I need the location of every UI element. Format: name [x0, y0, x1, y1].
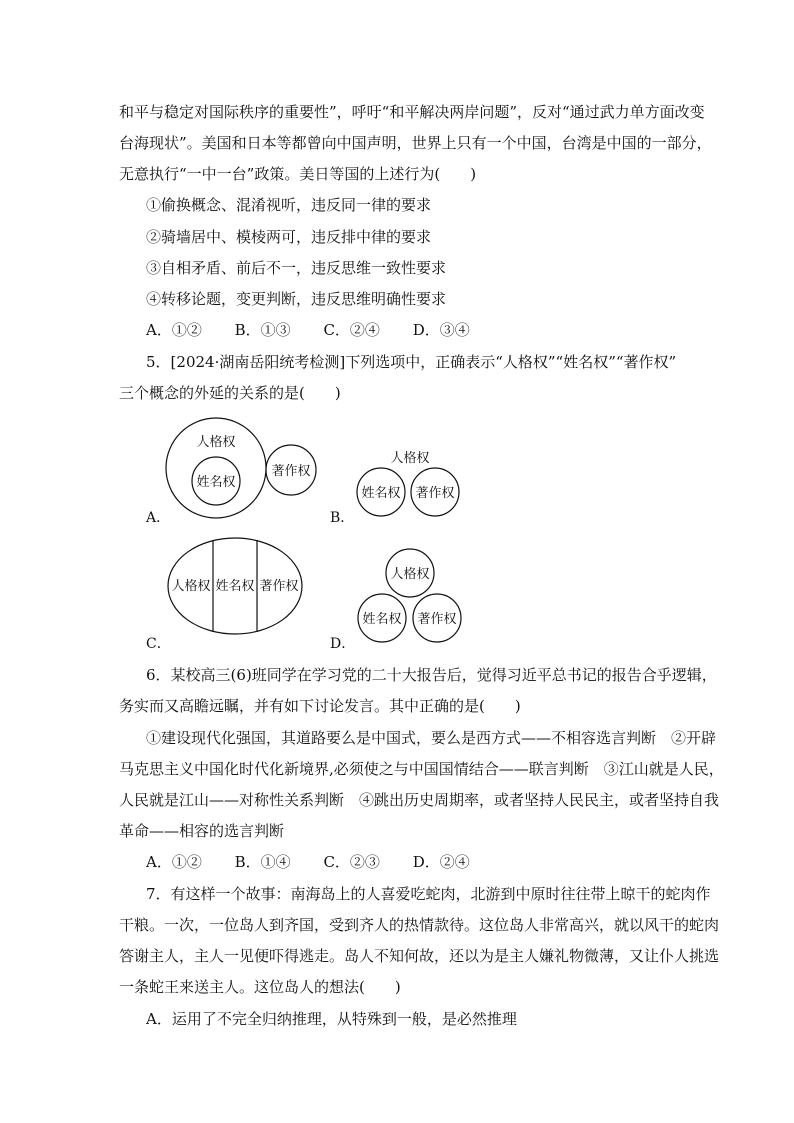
q4-options	[146, 320, 498, 340]
q7-stem-line-4: 一条蛇王来送主人。这位岛人的想法( )	[119, 978, 401, 996]
q4-item-3: ③自相矛盾、前后不一，违反思维一致性要求	[146, 259, 447, 277]
q5-stem-line-1: 5．[2024·湖南岳阳统考检测]下列选项中，正确表示“人格权”“姓名权”“著作权”	[146, 353, 677, 371]
q4-stem-line-2: 台海现状”。美国和日本等都曾向中国声明，世界上只有一个中国，台湾是中国的一部分，	[119, 134, 712, 152]
q5-diagram-b	[350, 445, 470, 525]
label-copyright: 著作权	[271, 464, 311, 479]
label-copyright: 著作权	[259, 579, 299, 594]
label-copyright: 著作权	[417, 612, 457, 627]
q4-option-b[interactable]: B．①③	[234, 321, 291, 339]
q6-option-a[interactable]: A．①②	[146, 853, 202, 871]
q6-stem-line-1: 6．某校高三(6)班同学在学习党的二十大报告后，觉得习近平总书记的报告合乎逻辑，	[146, 666, 717, 684]
q4-stem-line-1: 和平与稳定对国际秩序的重要性”，呼吁“和平解决两岸问题”，反对“通过武力单方面改变	[119, 103, 705, 121]
q5-letter-c[interactable]: C．	[146, 636, 171, 652]
q6-stem-line-2: 务实而又高瞻远瞩，并有如下讨论发言。其中正确的是( )	[119, 697, 521, 715]
label-name: 姓名权	[362, 612, 402, 627]
q6-options	[146, 852, 498, 872]
q5-letter-a[interactable]: A．	[146, 510, 171, 526]
q4-item-4: ④转移论题，变更判断，违反思维明确性要求	[146, 290, 447, 308]
label-name: 姓名权	[196, 475, 236, 490]
q5-diagram-a	[160, 415, 330, 525]
q4-option-a[interactable]: A．①②	[146, 321, 202, 339]
q5-diagram-d	[350, 545, 470, 645]
q6-option-c[interactable]: C．②③	[323, 853, 380, 871]
q7-option-a[interactable]: A．运用了不完全归纳推理，从特殊到一般，是必然推理	[146, 1010, 517, 1028]
label-copyright: 著作权	[415, 486, 455, 501]
q4-stem-line-3: 无意执行“一中一台”政策。美日等国的上述行为( )	[119, 165, 477, 183]
q4-item-1: ①偷换概念、混淆视听，违反同一律的要求	[146, 196, 432, 214]
label-personality: 人格权	[390, 567, 430, 582]
q6-option-d[interactable]: D．②④	[412, 853, 470, 871]
q4-option-c[interactable]: C．②④	[323, 321, 380, 339]
label-name: 姓名权	[215, 579, 255, 594]
q5-diagram-c	[165, 535, 315, 645]
q6-item-line-2: 马克思主义中国化时代化新境界,必须使之与中国国情结合——联言判断 ③江山就是人民，	[119, 760, 724, 778]
label-name: 姓名权	[361, 486, 401, 501]
q5-stem-line-2: 三个概念的外延的关系的是( )	[119, 384, 341, 402]
q5-letter-b[interactable]: B．	[330, 510, 355, 526]
q7-stem-line-1: 7．有这样一个故事：南海岛上的人喜爱吃蛇肉，北游到中原时往往带上晾干的蛇肉作	[146, 885, 711, 903]
label-personality: 人格权	[196, 435, 236, 450]
q6-item-line-4: 革命——相容的选言判断	[119, 822, 285, 840]
q5-letter-d[interactable]: D．	[330, 636, 356, 652]
label-personality: 人格权	[390, 451, 430, 466]
label-personality: 人格权	[171, 579, 211, 594]
q6-option-b[interactable]: B．①④	[234, 853, 291, 871]
q7-stem-line-2: 干粮。一次，一位岛人到齐国，受到齐人的热情款待。这位岛人非常高兴，就以风干的蛇肉	[119, 916, 720, 934]
q6-item-line-3: 人民就是江山——对称性关系判断 ④跳出历史周期率，或者坚持人民民主，或者坚持自我	[119, 791, 720, 809]
q4-item-2: ②骑墙居中、模棱两可，违反排中律的要求	[146, 228, 432, 246]
personality-circle	[166, 418, 266, 518]
q4-option-d[interactable]: D．③④	[412, 321, 470, 339]
q6-item-line-1: ①建设现代化强国，其道路要么是中国式，要么是西方式——不相容选言判断 ②开辟	[146, 729, 717, 747]
q7-stem-line-3: 答谢主人，主人一见便吓得逃走。岛人不知何故，还以为是主人嫌礼物微薄，又让仆人挑选	[119, 947, 720, 965]
